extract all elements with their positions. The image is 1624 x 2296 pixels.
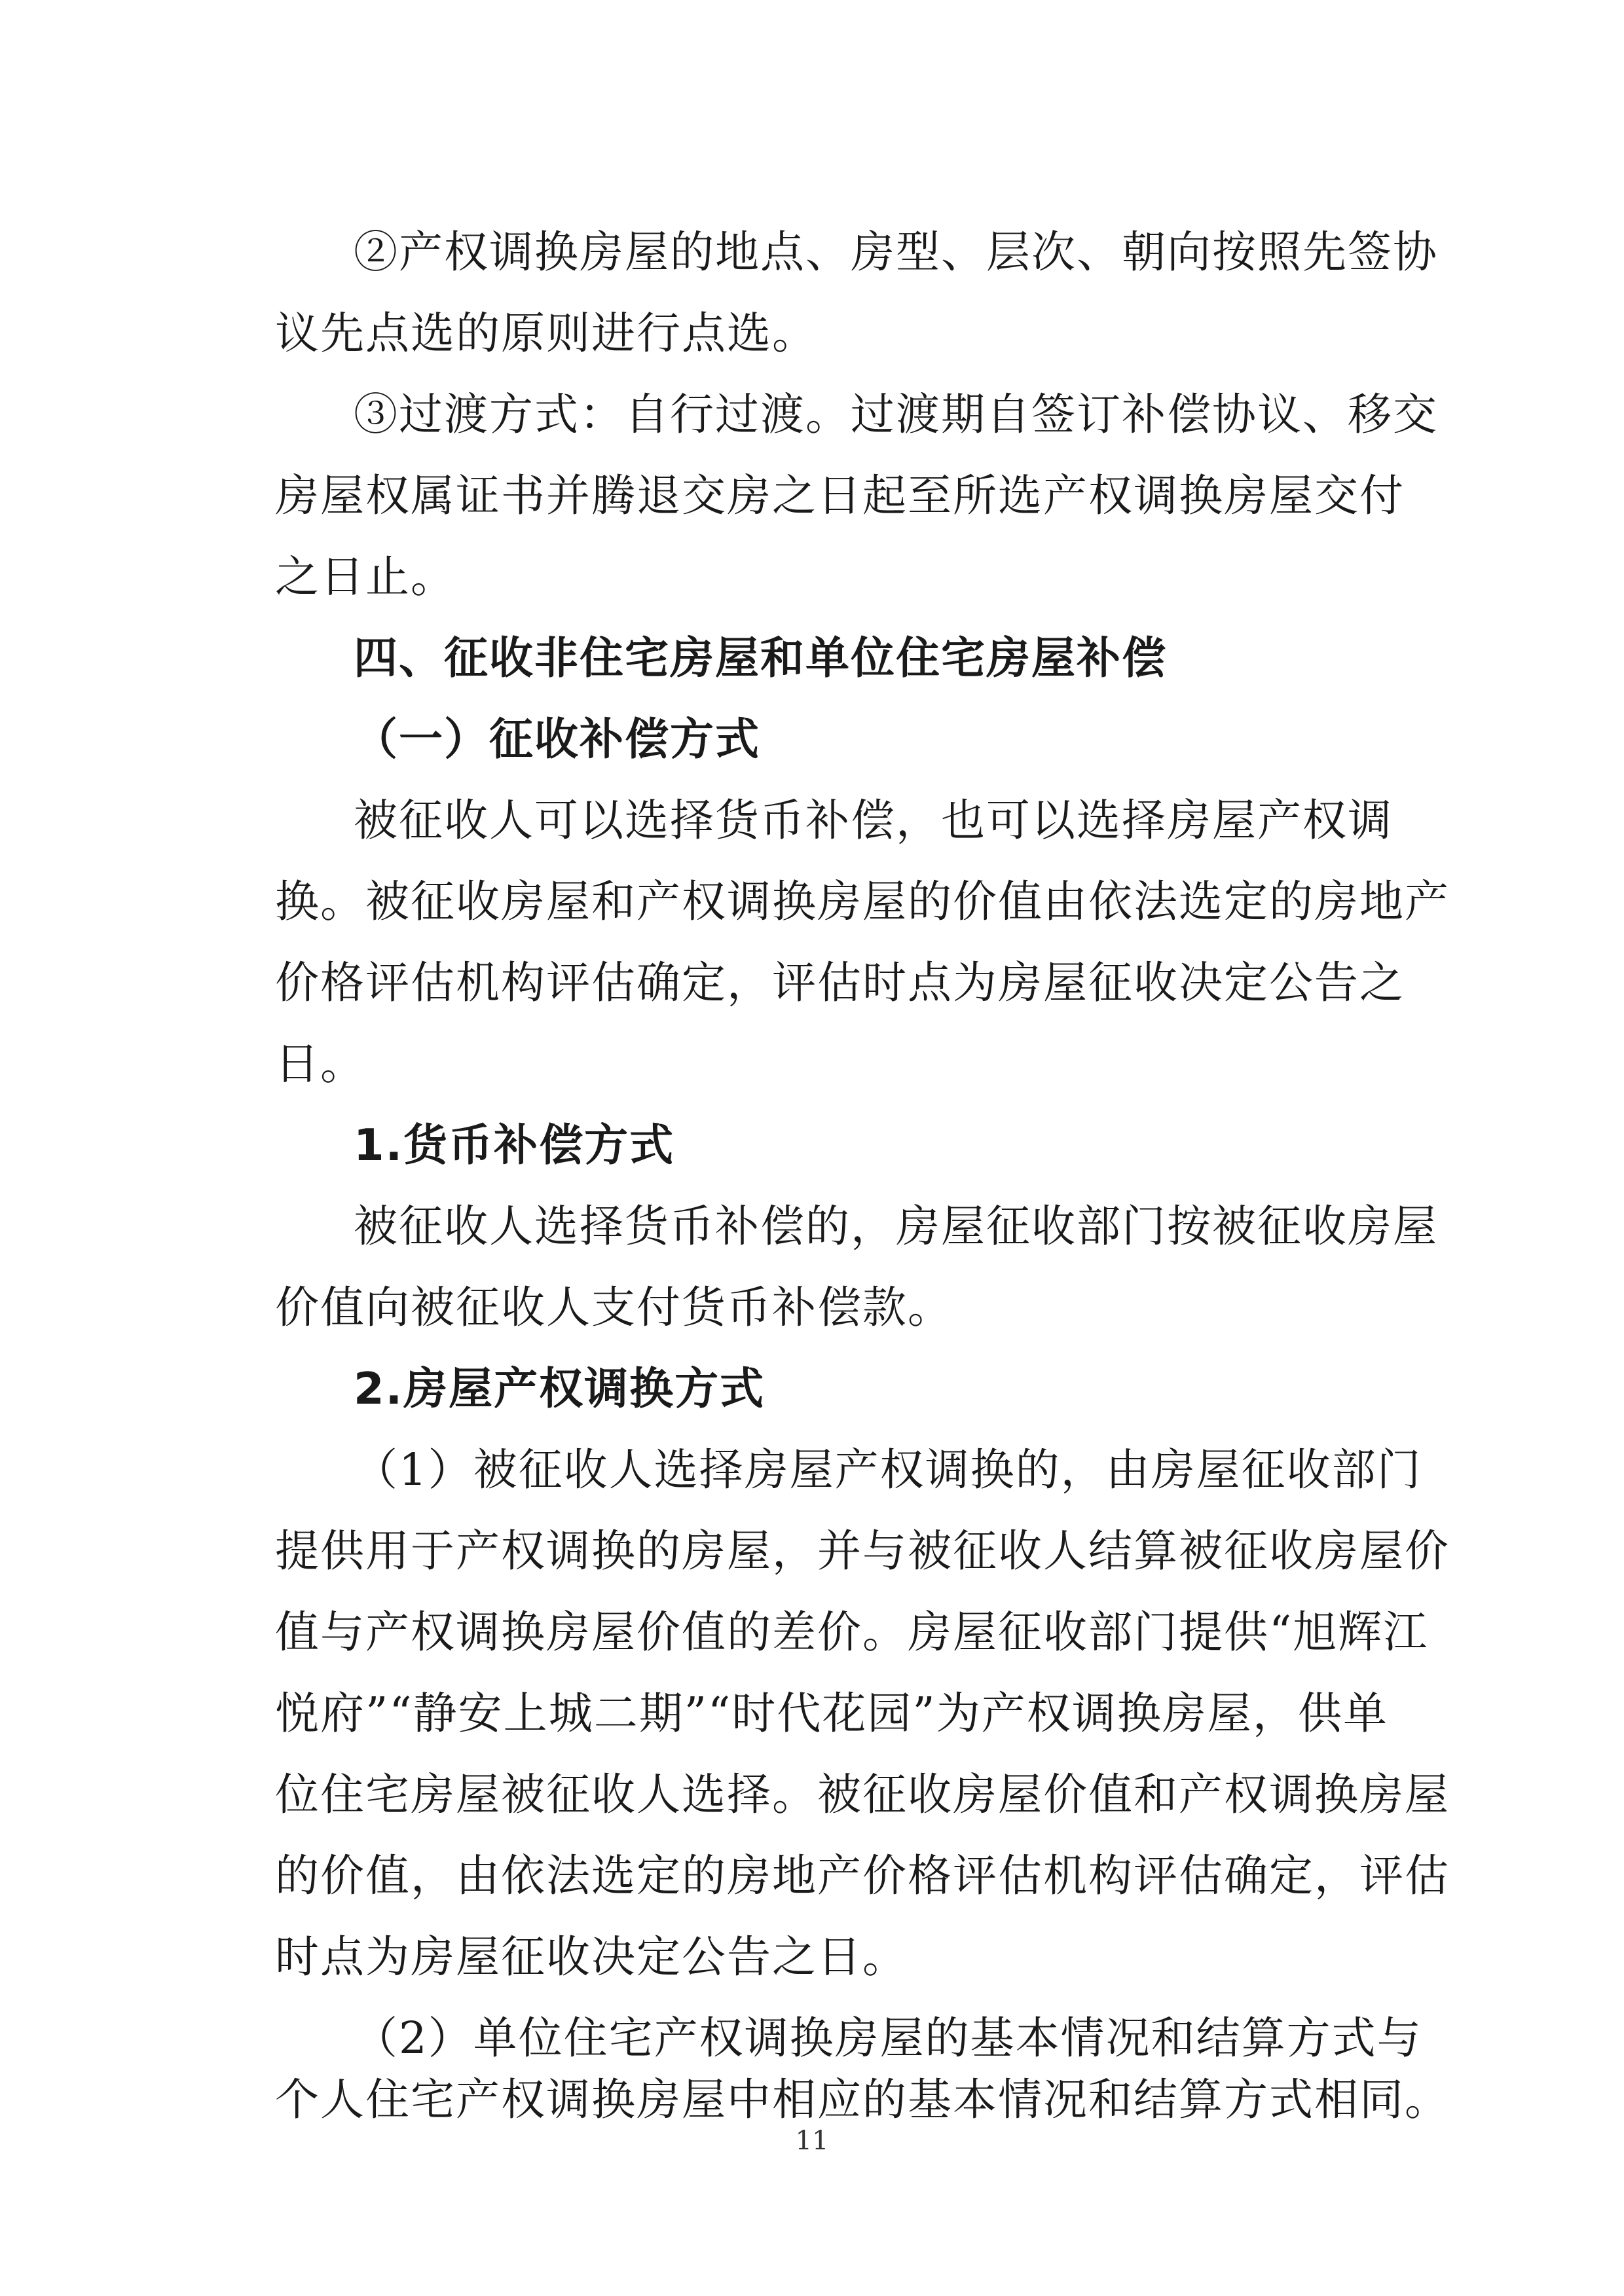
paragraph-line: 值与产权调换房屋价值的差价。房屋征收部门提供“旭辉江	[275, 1607, 1429, 1658]
paragraph-line: 的价值，由依法选定的房地产价格评估机构评估确定，评估	[275, 1850, 1450, 1901]
paragraph-line: 价格评估机构评估确定，评估时点为房屋征收决定公告之	[275, 957, 1405, 1008]
paragraph-line: 之日止。	[275, 551, 456, 602]
paragraph-line: 被征收人可以选择货币补偿，也可以选择房屋产权调	[354, 795, 1393, 846]
paragraph-line: 提供用于产权调换的房屋，并与被征收人结算被征收房屋价	[275, 1525, 1450, 1576]
paragraph-line: 换。被征收房屋和产权调换房屋的价值由依法选定的房地产	[275, 876, 1450, 927]
paragraph-line: 被征收人选择货币补偿的，房屋征收部门按被征收房屋	[354, 1201, 1438, 1252]
item-heading: 1.货币补偿方式	[354, 1120, 675, 1171]
paragraph-line: 房屋权属证书并腾退交房之日起至所选产权调换房屋交付	[275, 470, 1405, 521]
page-number: 11	[795, 2126, 829, 2156]
paragraph-line: 时点为房屋征收决定公告之日。	[275, 1931, 908, 1982]
item-heading: 2.房屋产权调换方式	[354, 1363, 766, 1414]
paragraph-line: 价值向被征收人支付货币补偿款。	[275, 1282, 953, 1333]
paragraph-line: ③过渡方式：自行过渡。过渡期自签订补偿协议、移交	[354, 389, 1438, 440]
paragraph-line: 位住宅房屋被征收人选择。被征收房屋价值和产权调换房屋	[275, 1769, 1450, 1820]
paragraph-line: （2）单位住宅产权调换房屋的基本情况和结算方式与	[354, 2013, 1422, 2064]
paragraph-line: 悦府”“静安上城二期”“时代花园”为产权调换房屋，供单	[275, 1688, 1388, 1739]
section-heading: 四、征收非住宅房屋和单位住宅房屋补偿	[354, 632, 1167, 683]
paragraph-line: ②产权调换房屋的地点、房型、层次、朝向按照先签协	[354, 227, 1438, 278]
paragraph-line: 个人住宅产权调换房屋中相应的基本情况和结算方式相同。	[275, 2074, 1450, 2125]
paragraph-line: 日。	[275, 1038, 365, 1089]
paragraph-line: （1）被征收人选择房屋产权调换的，由房屋征收部门	[354, 1444, 1422, 1495]
subsection-heading: （一）征收补偿方式	[354, 714, 760, 765]
paragraph-line: 议先点选的原则进行点选。	[275, 308, 817, 359]
